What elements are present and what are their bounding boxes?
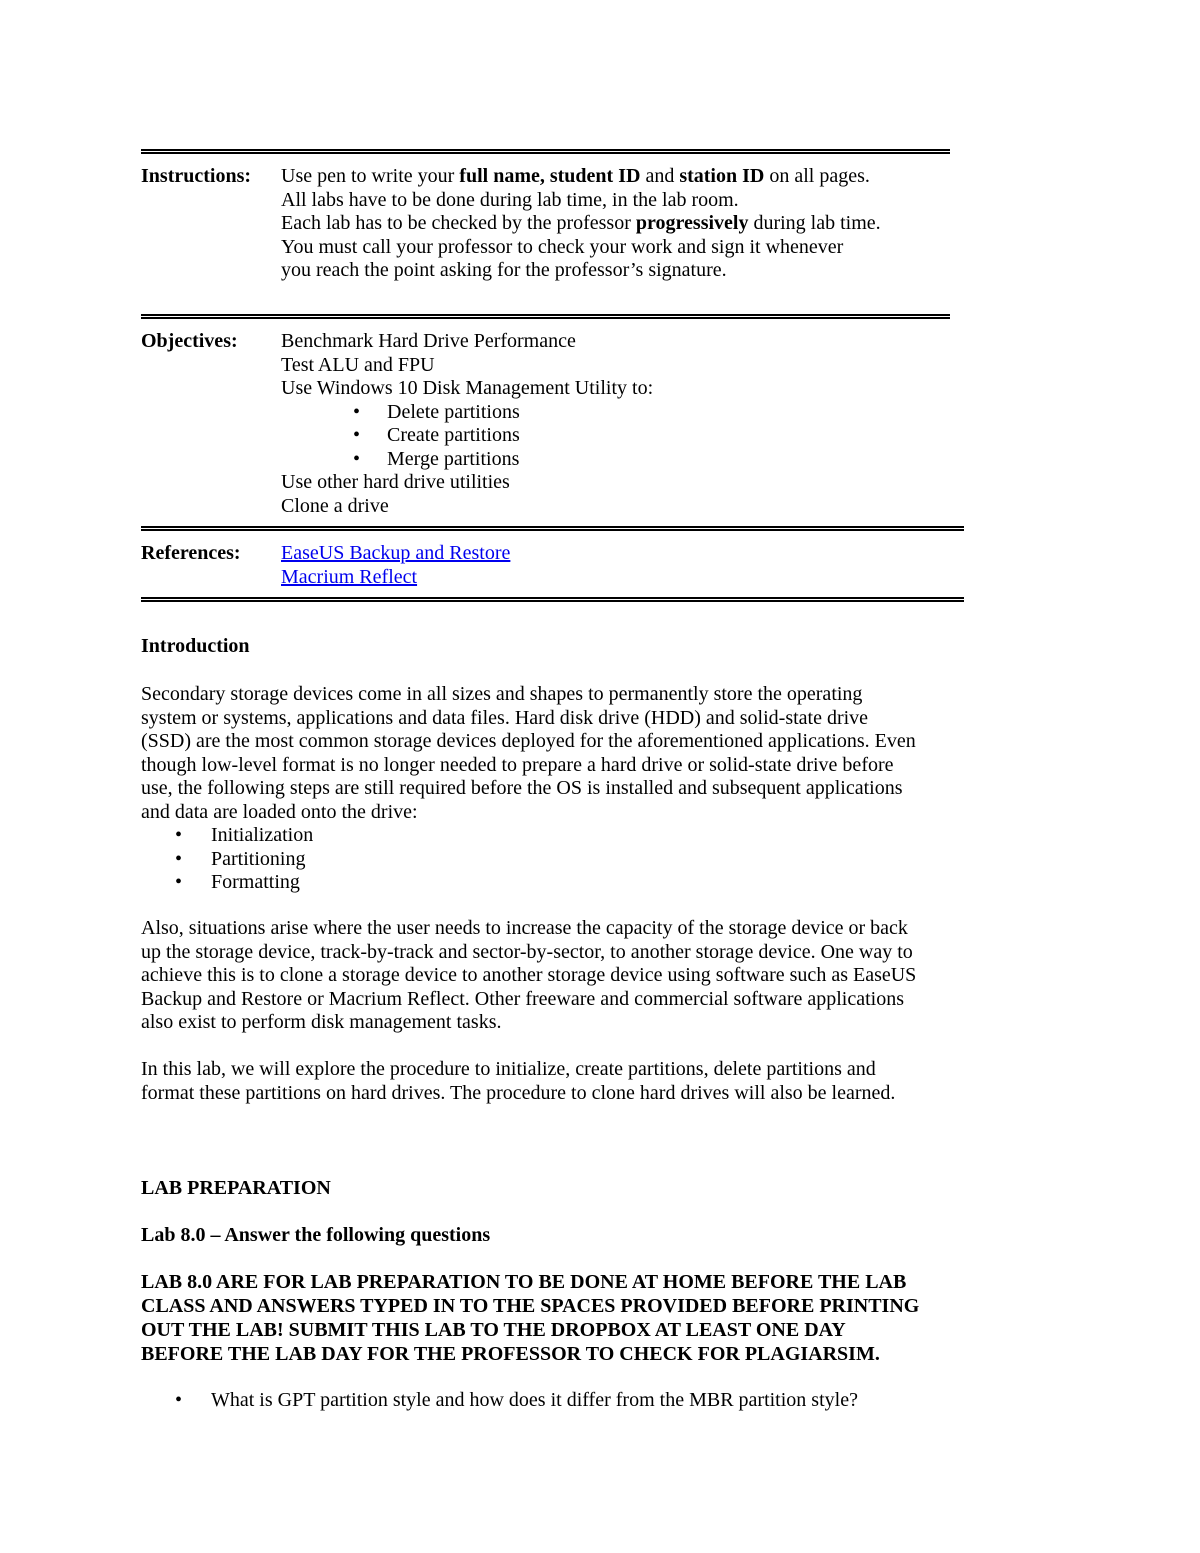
- instructions-text: [281, 165, 881, 283]
- references-label: References:: [141, 542, 241, 564]
- double-rule: [141, 526, 964, 531]
- instructions-line-5: you reach the point asking for the professor’s signature.: [281, 259, 727, 281]
- objective-sub-item: • Delete partitions: [353, 400, 520, 423]
- objective-item: Test ALU and FPU: [281, 353, 435, 376]
- bullet-icon: •: [175, 1389, 183, 1411]
- question-text: What is GPT partition style and how does it differ from the MBR partition style?: [211, 1389, 858, 1411]
- lab-preparation-heading: LAB PREPARATION: [141, 1177, 331, 1199]
- objectives-list: [281, 330, 653, 518]
- bullet-icon: •: [353, 400, 361, 423]
- lab-prep-notice: LAB 8.0 ARE FOR LAB PREPARATION TO BE DONE AT HOME BEFORE THE LAB CLASS AND ANSWERS TYPED IN TO THE SPACES PROVIDED BEFORE PRINTING OUT THE LAB! SUBMIT THIS LAB TO THE DROPBOX AT LEAST ONE DAY BEFORE THE LAB DAY FOR THE PROFESSOR TO CHECK FOR PLAGIARSIM.: [141, 1271, 920, 1365]
- step-item: • Initialization: [175, 824, 314, 846]
- bullet-icon: •: [175, 871, 183, 893]
- objectives-label: Objectives:: [141, 330, 238, 352]
- lab-8-0-heading: Lab 8.0 – Answer the following questions: [141, 1224, 491, 1246]
- objective-item: Use Windows 10 Disk Management Utility to:: [281, 377, 654, 399]
- objective-item: Clone a drive: [281, 494, 389, 517]
- objective-sub-item: • Merge partitions: [353, 447, 520, 470]
- instructions-line-2: All labs have to be done during lab time, in the lab room.: [281, 188, 739, 211]
- references-list: [281, 542, 510, 589]
- steps-list: [141, 824, 1071, 895]
- easeus-link[interactable]: EaseUS Backup and Restore: [281, 542, 511, 564]
- double-rule: [141, 149, 950, 154]
- objective-sub-item: • Create partitions: [353, 424, 520, 446]
- double-rule: [141, 597, 964, 602]
- bullet-icon: •: [175, 824, 183, 846]
- instructions-line-1: Use pen to write your full name, student ID and station ID on all pages.: [281, 165, 870, 187]
- objective-item: Benchmark Hard Drive Performance: [281, 330, 576, 352]
- bullet-icon: •: [353, 424, 361, 446]
- introduction-paragraph-3: In this lab, we will explore the procedure to initialize, create partitions, delete partitions and format these partitions on hard drives. The procedure to clone hard drives will also be learned.: [141, 1058, 896, 1104]
- instructions-line-4: You must call your professor to check your work and sign it whenever: [281, 235, 844, 258]
- bullet-icon: •: [353, 447, 361, 470]
- instructions-line-3: Each lab has to be checked by the professor progressively during lab time.: [281, 212, 881, 234]
- introduction-paragraph-2: Also, situations arise where the user needs to increase the capacity of the storage device or back up the storage device, track-by-track and sector-by-sector, to another storage device. One way to achieve this is to clone a storage device to another storage device using software such as EaseUS Backup and Restore or Macrium Reflect. Other freeware and commercial software applications also exist to perform disk management tasks.: [141, 917, 917, 1033]
- introduction-heading: Introduction: [141, 635, 250, 657]
- macrium-link[interactable]: Macrium Reflect: [281, 565, 418, 588]
- step-item: • Formatting: [175, 871, 300, 893]
- double-rule: [141, 314, 950, 319]
- bullet-icon: •: [175, 847, 183, 870]
- question-item: [175, 1388, 858, 1412]
- step-item: • Partitioning: [175, 847, 306, 870]
- objective-item: Use other hard drive utilities: [281, 471, 510, 493]
- objective-sub-list: [281, 401, 653, 472]
- introduction-paragraph-1: Secondary storage devices come in all sizes and shapes to permanently store the operating system or systems, applications and data files. Hard disk drive (HDD) and solid-state drive (SSD) are the most common storage devices deployed for the aforementioned applications. Even though low-level format is no longer needed to prepare a hard drive or solid-state drive before use, the following steps are still required before the OS is installed and subsequent applications and data are loaded onto the drive: • Initialization • Partitioning • Formatting: [141, 683, 1071, 895]
- instructions-label: Instructions:: [141, 165, 252, 187]
